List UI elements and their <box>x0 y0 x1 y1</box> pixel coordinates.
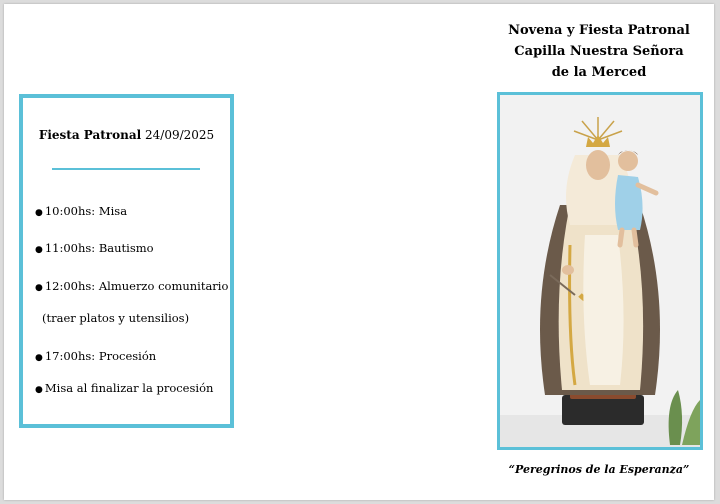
schedule-item <box>35 204 127 218</box>
schedule-item-text: Misa al finalizar la procesión <box>44 381 214 395</box>
schedule-title-label: Fiesta Patronal <box>38 128 142 142</box>
schedule-item <box>35 349 156 363</box>
bullet-icon: ● <box>35 353 43 363</box>
flyer-page <box>4 4 714 500</box>
schedule-date: 24/09/2025 <box>145 128 215 142</box>
schedule-item-text: 11:00hs: Bautismo <box>44 241 154 255</box>
schedule-divider <box>52 168 200 170</box>
schedule-item-note <box>42 311 189 325</box>
virgin-statue-image <box>500 95 700 447</box>
title-line-2: Capilla Nuestra Señora <box>514 44 684 59</box>
schedule-box <box>19 94 234 428</box>
bullet-icon: ● <box>35 208 43 218</box>
schedule-item-text: 12:00hs: Almuerzo comunitario <box>44 279 229 293</box>
bullet-icon: ● <box>35 385 43 395</box>
schedule-item <box>35 381 213 395</box>
title-line-1: Novena y Fiesta Patronal <box>508 23 690 38</box>
schedule-item-text: 17:00hs: Procesión <box>44 349 157 363</box>
schedule-item-text: 10:00hs: Misa <box>44 204 128 218</box>
title-line-3: de la Merced <box>551 65 647 80</box>
statue-photo <box>497 92 703 450</box>
page-title <box>494 20 704 83</box>
schedule-title <box>23 128 230 142</box>
schedule-item-text: (traer platos y utensilios) <box>42 311 190 325</box>
schedule-item <box>35 279 228 293</box>
bullet-icon: ● <box>35 283 43 293</box>
bullet-icon: ● <box>35 245 43 255</box>
schedule-item <box>35 241 154 255</box>
motto-caption: “Peregrinos de la Esperanza” <box>508 463 690 476</box>
